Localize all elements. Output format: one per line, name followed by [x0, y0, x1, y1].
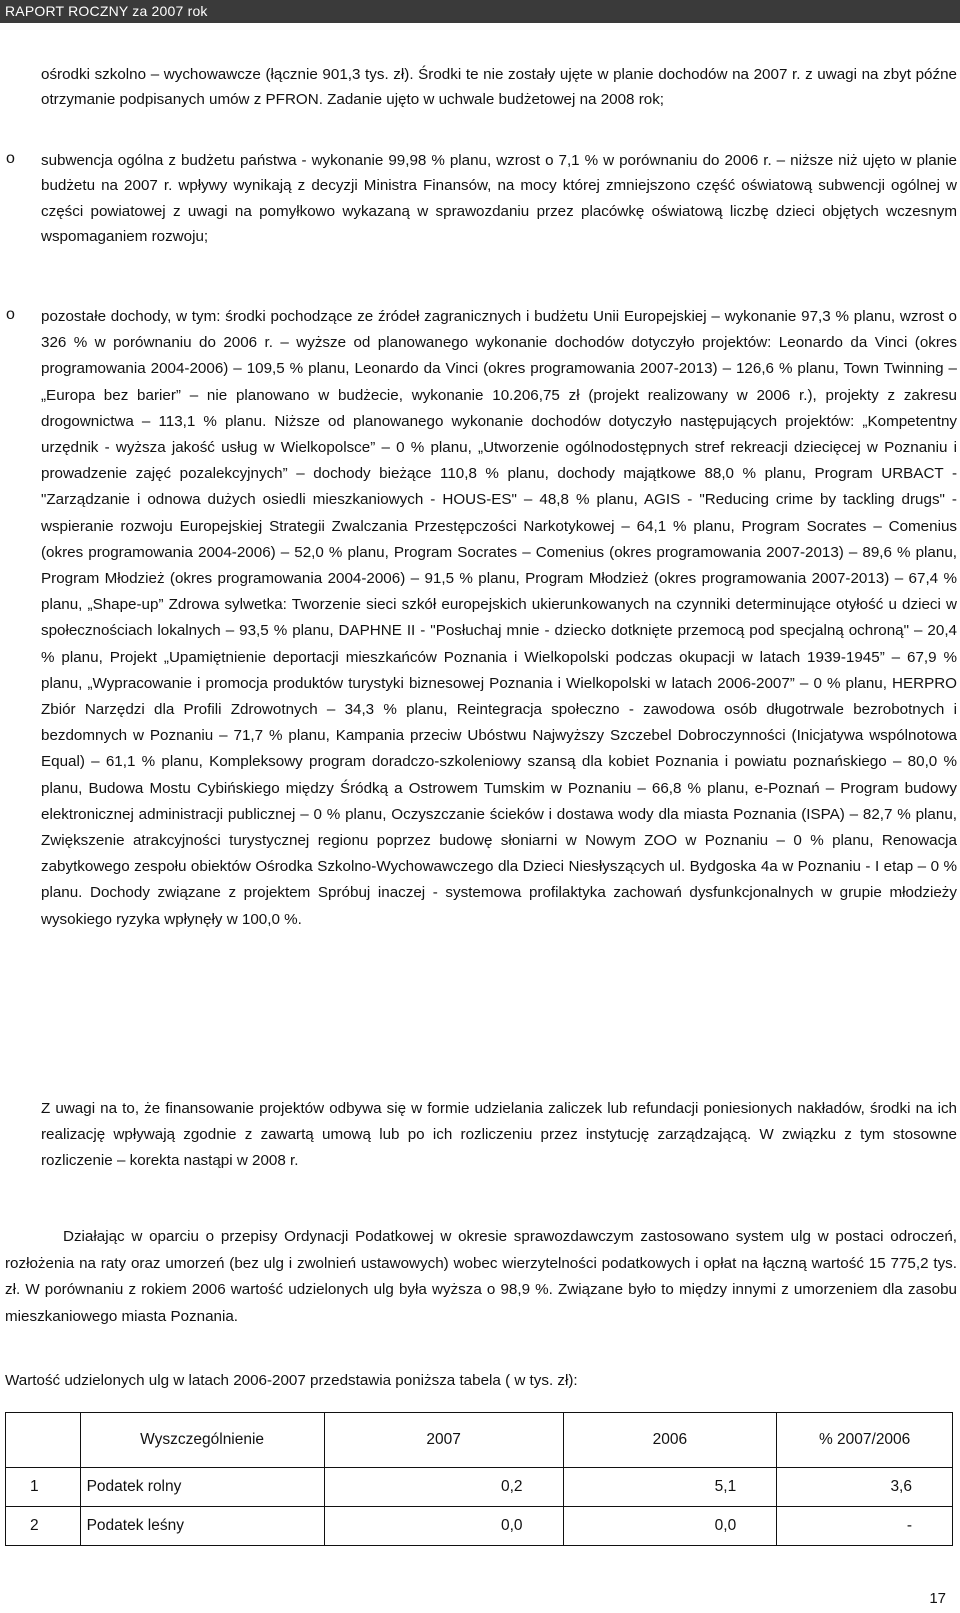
paragraph-other-income: pozostałe dochody, w tym: środki pochodzące ze źródeł zagranicznych i budżetu Unii Europejskiej – wykonanie 97,3 % planu, wzrost o 326 % w porównaniu do 2006 r. – wyższe od planowanego wykonanie dochodów dotyczyło projektów: Leonardo da Vinci (okres programowania 2004-2006) – 109,5 % planu, Leonardo da Vinci (okres programowania 2007-2013) – 126,6 % planu, Town Twinning – „Europa bez barier” – nie planowano w budżecie, wykonanie 10.206,75 zł (projekt realizowany w 2006 r.), projekty z zakresu drogownictwa – 113,1 % planu. Niższe od planowanego wykonanie dochodów dotyczyło następujących projektów: „Kompetentny urzędnik - wyższa jakość usług w Wielkopolsce” – 0 % planu, „Utworzenie ogólnodostępnych stref rekreacji dziecięcej w Poznaniu i prowadzenie zajęć pozalekcyjnych” – dochody bieżące 110,8 % planu, dochody majątkowe 88,0 % planu, Program URBACT - "Zarządzanie i odnowa dużych osiedli mieszkaniowych - HOUS-ES" – 48,8 % planu, AGIS - "Reducing crime by tackling drugs" - wspieranie rozwoju Europejskiej Strategii Zwalczania Przestępczości Narkotykowej – 64,1 % planu, Program Socrates – Comenius (okres programowania 2004-2006) – 52,0 % planu, Program Socrates – Comenius (okres programowania 2007-2013) – 89,6 % planu, Program Młodzież (okres programowania 2004-2006) – 91,5 % planu, Program Młodzież (okres programowania 2007-2013) – 67,4 % planu, „Shape-up” Zdrowa sylwetka: Tworzenie sieci szkół europejskich ukierunkowanych na czynniki determinujące otyłość u dzieci w społecznościach lokalnych – 93,5 % planu, DAPHNE II - "Posłuchaj mnie - dziecko dotknięte przemocą pod specjalną ochroną" – 20,4 % planu, Projekt „Upamiętnienie deportacji mieszkańców Poznania i Wielkopolski podczas okupacji w latach 1939-1945” – 67,9 % planu, „Wypracowanie i promocja produktów turystyki biznesowej Poznania i Wielkopolski w latach 2006-2007” – 0 % planu, HERPRO Zbiór Narzędzi dla Profili Zdrowotnych – 34,3 % planu, Reintegracja społeczno - zawodowa osób długotrwale bezrobotnych i bezdomnych w Poznaniu – 71,7 % planu, Kampania przeciw Ubóstwu Najwyższy Szczebel Dobroczynności (Inicjatywa wspólnotowa Equal) – 61,1 % planu, Kompleksowy program doradczo-szkoleniowy szansą dla kobiet Poznania i powiatu poznańskiego – 80,0 % planu, Budowa Mostu Cybińskiego między Śródką a Ostrowem Tumskim w Poznaniu – 66,8 % planu, e-Poznań – Program budowy elektronicznej administracji publicznej – 0 % planu, Oczyszczanie ścieków i dostawa wody dla miasta Poznania (ISPA) – 82,7 % planu, Zwiększenie atrakcyjności turystycznej regionu poprzez budowę słoniarni w Nowym ZOO w Poznaniu – 0 % planu, Renowacja zabytkowego zespołu obiektów Ośrodka Szkolno-Wychowawczego dla Dzieci Niesłyszących ul. Bydgoska 4a w Poznaniu - I etap – 0 % planu. Dochody związane z projektem Spróbuj inaczej - systemowa profilaktyka zachowań dysfunkcjonalnych w grupie młodzieży wysokiego ryzyka wpłynęły w 100,0 %.	[41, 308, 957, 928]
table-row: 1 Podatek rolny 0,2 5,1 3,6	[6, 1468, 953, 1507]
table-header-row	[6, 1413, 953, 1468]
bullet-marker: o	[6, 150, 15, 167]
paragraph-project-financing: Z uwagi na to, że finansowanie projektów odbywa się w formie udzielania zaliczek lub refundacji poniesionych nakładów, środki na ich realizację wpływają zgodnie z zawartą umową lub po ich rozliczeniu przez instytucję zarządzającą. W związku z tym stosowne rozliczenie – korekta nastąpi w 2008 r.	[41, 1100, 957, 1169]
page-number: 17	[929, 1590, 946, 1607]
header-2006: 2006	[563, 1413, 777, 1468]
paragraph-general-subsidy: subwencja ogólna z budżetu państwa - wykonanie 99,98 % planu, wzrost o 7,1 % w porównaniu do 2006 r. – niższe niż ujęto w planie budżetu na 2007 r. wpływy wynikają z decyzji Ministra Finansów, na mocy której zmniejszono część oświatową subwencji ogólnej w części powiatowej z uwagi na pomyłkowo wykazaną w sprawozdaniu przez placówkę oświatową liczbę dzieci objętych wczesnym wspomaganiem rozwoju;	[41, 152, 957, 245]
report-header	[0, 0, 960, 23]
header-percent: % 2007/2006	[777, 1413, 953, 1468]
paragraph-tax-relief: Działając w oparciu o przepisy Ordynacji Podatkowej w okresie sprawozdawczym zastosowano system ulg w postaci odroczeń, rozłożenia na raty oraz umorzeń (bez ulg i zwolnień ustawowych) wobec wierzytelności podatkowych i opłat na łączną wartość 15 775,2 tys. zł. W porównaniu z rokiem 2006 wartość udzielonych ulg była wyższa o 98,9 %. Związane było to między innymi z umorzeniem dla zasobu mieszkaniowego miasta Poznania.	[5, 1228, 957, 1325]
report-title: RAPORT ROCZNY za 2007 rok	[5, 3, 208, 19]
tax-relief-table	[5, 1412, 953, 1546]
header-name: Wyszczególnienie	[80, 1413, 324, 1468]
table-caption: Wartość udzielonych ulg w latach 2006-2007 przedstawia poniższa tabela ( w tys. zł):	[5, 1372, 578, 1389]
header-2007: 2007	[324, 1413, 563, 1468]
paragraph-special-schools: ośrodki szkolno – wychowawcze (łącznie 901,3 tys. zł). Środki te nie zostały ujęte w planie dochodów na 2007 r. z uwagi na zbyt późne otrzymanie podpisanych umów z PFRON. Zadanie ujęto w uchwale budżetowej na 2008 rok;	[41, 66, 957, 109]
table-row: 2 Podatek leśny 0,0 0,0 -	[6, 1507, 953, 1546]
bullet-marker: o	[6, 306, 15, 323]
